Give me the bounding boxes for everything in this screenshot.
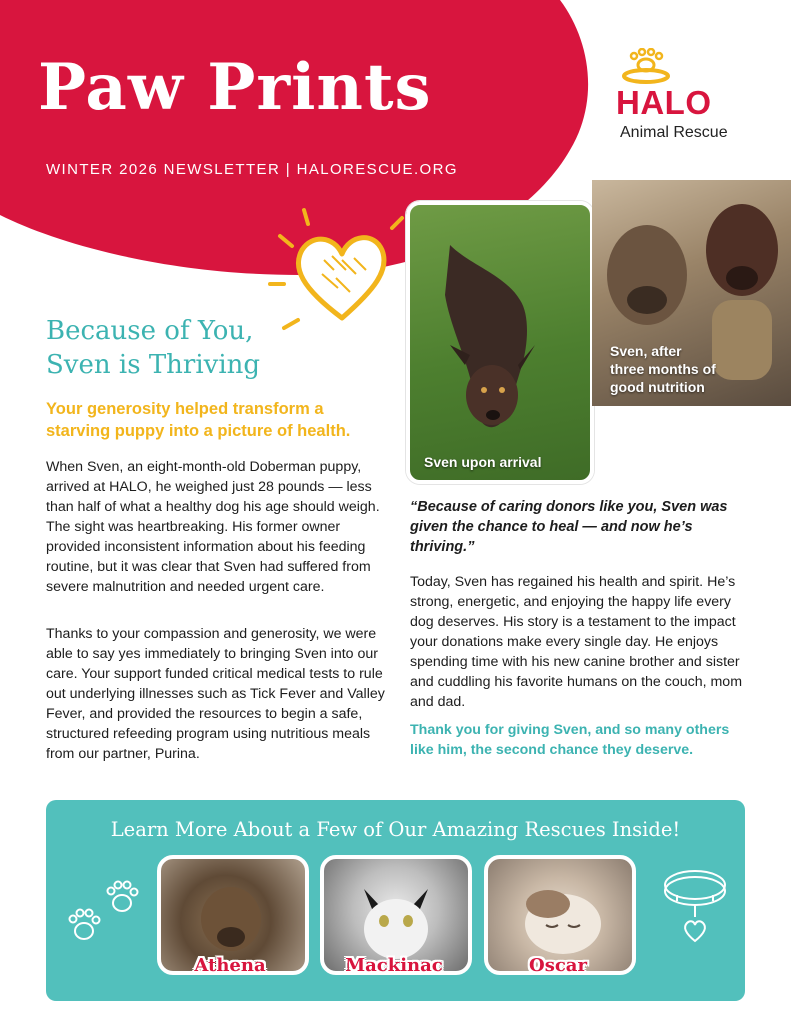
feature-paragraph-2: Thanks to your compassion and generosity, we were able to say yes immediately to bringing Sven into our care. Your support funded critical medical tests to rule out underlying illnesses such as Tick Fever and Valley Fever, and provided the resources to begin a safe, structured refeeding program using nutritious meals from our partner, Purina. xyxy=(46,626,385,762)
feature-heading-line2: Sven is Thriving xyxy=(46,350,261,380)
feature-paragraph-3: Today, Sven has regained his health and spirit. He’s strong, energetic, and enjoying the happy life every dog deserves. His story is a testament to the impact your donations make every single day. He enjoys spending time with his new canine brother and sister and cuddling his favorite humans on the couch, mom and dad. xyxy=(410,574,743,710)
newsletter-subtitle: WINTER 2026 NEWSLETTER | HALORESCUE.ORG xyxy=(46,161,458,178)
sven-after-photo xyxy=(592,180,791,406)
dog-illustration-icon xyxy=(410,205,590,480)
rescue-name-mackinac: Mackinac xyxy=(345,955,443,976)
rescues-panel-title: Learn More About a Few of Our Amazing Rescues Inside! xyxy=(110,818,681,841)
after-caption-line1: Sven, after xyxy=(610,343,682,359)
feature-paragraph-1: When Sven, an eight-month-old Doberman puppy, arrived at HALO, he weighed just 28 pounds — less than half of what a healthy dog his age should weigh. The sight was heartbreaking. His former owner provided inconsistent information about his feeding routine, but it was clear that Sven had suffered from severe malnutrition and needed urgent care. xyxy=(46,459,380,595)
newsletter-title: Paw Prints xyxy=(38,50,432,125)
after-caption-line2: three months of xyxy=(610,361,716,377)
arrival-caption: Sven upon arrival xyxy=(424,454,542,470)
heart-doodle-icon xyxy=(262,198,422,348)
paw-prints-icon xyxy=(58,875,148,955)
thank-you-message: Thank you for giving Sven, and so many others like him, the second chance they deserve. xyxy=(410,722,730,758)
logo-name: HALO xyxy=(616,84,712,121)
donor-quote: “Because of caring donors like you, Sven was given the chance to heal — and now he’s thriving.” xyxy=(410,499,728,555)
after-caption-line3: good nutrition xyxy=(610,379,705,395)
sven-arrival-photo xyxy=(406,201,594,484)
rescue-name-oscar: Oscar xyxy=(529,955,587,976)
feature-subheading: Your generosity helped transform a starving puppy into a picture of health. xyxy=(46,400,351,440)
collar-icon xyxy=(655,855,735,955)
logo-tagline: Animal Rescue xyxy=(620,124,728,141)
feature-heading xyxy=(46,314,260,382)
rescue-name-athena: Athena xyxy=(194,955,266,976)
feature-heading-line1: Because of You, xyxy=(46,316,254,346)
